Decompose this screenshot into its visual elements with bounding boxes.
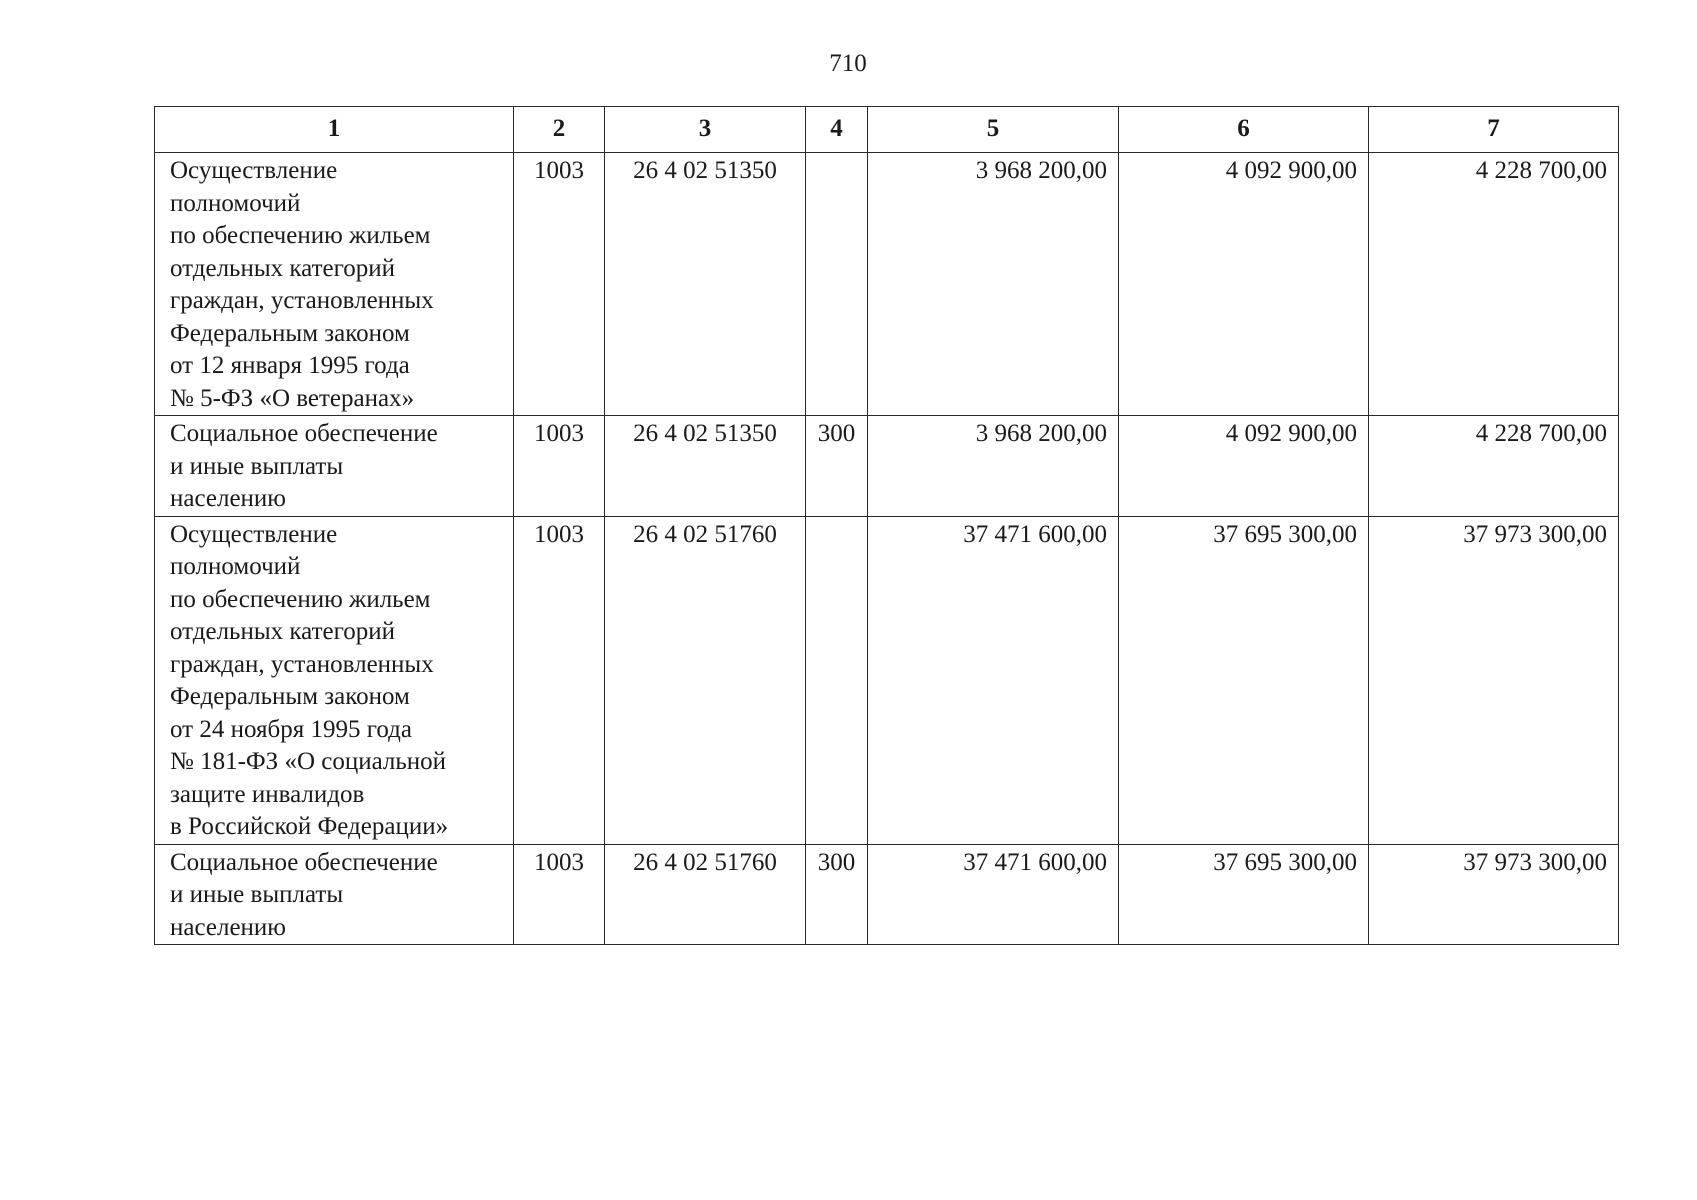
amount-year2-cell: 4 092 900,00 — [1119, 153, 1369, 416]
amount-year1-cell: 37 471 600,00 — [868, 844, 1119, 945]
row-name-line: и иные выплаты — [170, 881, 344, 908]
row-name-line: отдельных категорий — [170, 254, 396, 282]
column-header: 7 — [1369, 107, 1619, 153]
target-code-cell: 26 4 02 51350 — [605, 153, 806, 416]
table-row — [155, 516, 1619, 844]
column-header: 3 — [605, 107, 806, 153]
row-name-line: Социальное обеспечение — [170, 848, 438, 876]
row-name-line: полномочий — [170, 553, 301, 580]
expense-type-cell: 300 — [806, 416, 868, 517]
target-code-cell: 26 4 02 51760 — [605, 844, 806, 945]
row-name-line: защите инвалидов — [170, 780, 365, 808]
amount-year1-cell: 3 968 200,00 — [868, 153, 1119, 416]
row-name-line: по обеспечению жильем — [170, 585, 431, 613]
amount-year2-cell: 37 695 300,00 — [1119, 516, 1369, 844]
expense-type-cell — [806, 516, 868, 844]
row-name-line: населению — [170, 485, 286, 512]
row-name-line: граждан, установленных — [170, 287, 434, 314]
section-cell: 1003 — [514, 844, 605, 945]
table-row — [155, 416, 1619, 517]
row-name-line: Осуществление — [170, 157, 338, 184]
page-number: 710 — [829, 50, 867, 77]
target-code-cell: 26 4 02 51760 — [605, 516, 806, 844]
row-name-line: Осуществление — [170, 520, 338, 548]
row-name-line: Федеральным законом — [170, 319, 410, 347]
expense-type-cell: 300 — [806, 844, 868, 945]
column-header: 2 — [514, 107, 605, 153]
table-row — [155, 153, 1619, 416]
column-header: 1 — [155, 107, 514, 153]
budget-table — [154, 106, 1619, 945]
row-name-line: граждан, установленных — [170, 650, 434, 678]
section-cell: 1003 — [514, 153, 605, 416]
row-name-line: населению — [170, 913, 286, 941]
amount-year2-cell: 37 695 300,00 — [1119, 844, 1369, 945]
row-name-line: отдельных категорий — [170, 618, 396, 645]
header-row — [155, 107, 1619, 153]
row-name-line: от 24 ноября 1995 года — [170, 715, 412, 743]
table-row — [155, 844, 1619, 945]
amount-year3-cell: 4 228 700,00 — [1369, 416, 1619, 517]
amount-year2-cell: 4 092 900,00 — [1119, 416, 1369, 517]
row-name-line: полномочий — [170, 189, 301, 217]
row-name-line: от 12 января 1995 года — [170, 352, 410, 379]
row-name-line: по обеспечению жильем — [170, 222, 431, 249]
amount-year3-cell: 37 973 300,00 — [1369, 844, 1619, 945]
amount-year1-cell: 3 968 200,00 — [868, 416, 1119, 517]
row-name-cell — [155, 416, 514, 517]
amount-year3-cell: 37 973 300,00 — [1369, 516, 1619, 844]
amount-year3-cell: 4 228 700,00 — [1369, 153, 1619, 416]
row-name-line: и иные выплаты — [170, 452, 344, 480]
row-name-cell — [155, 153, 514, 416]
row-name-line: Федеральным законом — [170, 683, 410, 710]
expense-type-cell — [806, 153, 868, 416]
section-cell: 1003 — [514, 516, 605, 844]
target-code-cell: 26 4 02 51350 — [605, 416, 806, 517]
amount-year1-cell: 37 471 600,00 — [868, 516, 1119, 844]
row-name-line: в Российской Федерации» — [170, 813, 449, 840]
column-header: 6 — [1119, 107, 1369, 153]
row-name-line: Социальное обеспечение — [170, 420, 438, 447]
column-header: 4 — [806, 107, 868, 153]
section-cell: 1003 — [514, 416, 605, 517]
row-name-line: № 5-ФЗ «О ветеранах» — [170, 384, 415, 412]
row-name-cell — [155, 516, 514, 844]
row-name-cell — [155, 844, 514, 945]
row-name-line: № 181-ФЗ «О социальной — [170, 748, 447, 775]
column-header: 5 — [868, 107, 1119, 153]
